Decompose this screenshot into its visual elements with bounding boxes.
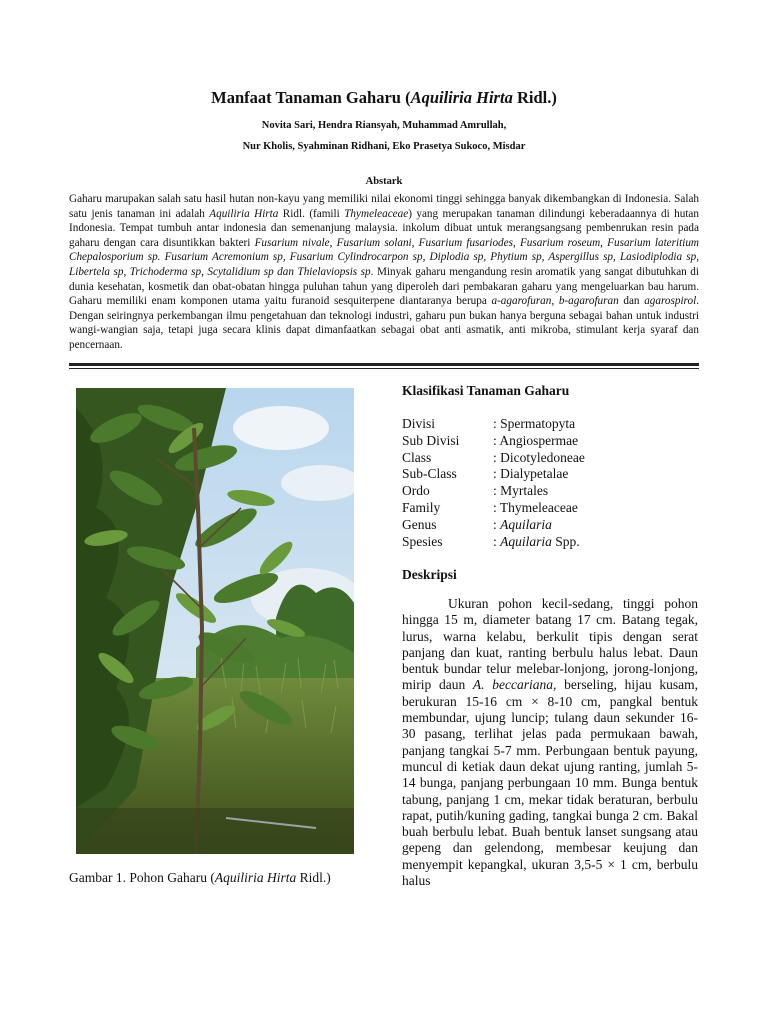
classification-row: Divisi : Spermatopyta	[402, 416, 576, 431]
description-heading: Deskripsi	[402, 567, 457, 582]
abstract-heading: Abstark	[365, 176, 403, 187]
classification-row: Spesies : Aquilaria Spp.	[402, 533, 580, 549]
gaharu-tree-photo	[76, 388, 354, 854]
title-species: Aquiliria Hirta	[410, 88, 513, 107]
classification-row: Genus : Aquilaria	[402, 516, 552, 532]
authors-line-2: Nur Kholis, Syahminan Ridhani, Eko Prasetya Sukoco, Misdar	[242, 141, 526, 152]
classification-row: Family : Thymeleaceae	[402, 499, 578, 515]
authors-line-1: Novita Sari, Hendra Riansyah, Muhammad Amrullah,	[261, 120, 507, 131]
classification-table	[402, 416, 585, 550]
classification-row: Class : Dicotyledoneae	[402, 449, 585, 465]
author-list	[0, 115, 768, 157]
abstract-text: Gaharu marupakan salah satu hasil hutan non-kayu yang memiliki nilai ekonomi tinggi sehingga banyak dikembangkan di Indonesia. Salah satu jenis tanaman ini adalah Aquiliria Hirta Ridl. (famili Thymeleaceae) yang merupakan tanaman dilindungi keberadaannya di hutan Indonesia. Tempat tumbuh antar indonesia dan semenanjung malaysia. inkolum dibuat untuk merangsangsang pembenrukan resin pada gaharu dengan cara disuntikkan bakteri Fusarium nivale, Fusarium solani, Fusarium fusariodes, Fusarium roseum, Fusarium lateritium Chepalosporium sp. Fusarium Acremonium sp, Fusarium Cylindrocarpon sp, Diplodia sp, Phytium sp, Aspergillus sp, Lasiodiplodia sp, Libertela sp, Trichoderma sp, Scytalidium sp dan Thielaviopsis sp. Minyak gaharu mengandung resin aromatik yang sangat dibutuhkan di dunia kesehatan, kosmetik dan obat-obatan hingga puluhan tahun yang diperoleh dari pembakaran gaharu yang mengeluarkan bau harum. Gaharu memiliki enam komponen utama yaitu furanoid sesquiterpene diantaranya berupa a-agarofuran, b-agarofuran dan agarospirol. Dengan seiringnya perkembangan ilmu pengetahuan dan teknologi industri, gaharu pun bukan hanya berguna sebagai bahan untuk industri wangi-wangian saja, tetapi juga secara klinis dapat dimanfaatkan sebagai obat anti asmatik, anti mikroba, stimulant kerja syaraf dan pencernaan.	[69, 193, 699, 351]
paper-title: Manfaat Tanaman Gaharu (Aquiliria Hirta Ridl.)	[211, 88, 557, 107]
description-text: Ukuran pohon kecil-sedang, tinggi pohon hingga 15 m, diameter batang 17 cm. Batang tegak, lurus, warna kelabu, berkulit tipis dengan serat panjang dan kuat, ranting berbulu halus lebat. Daun bentuk bundar telur melebar-lonjong, jorong-lonjong, mirip daun A. beccariana, berseling, hijau kusam, berukuran 15-16 cm × 8-10 cm, pangkal bentuk membundar, ujung luncip; tulang daun sekunder 16-30 pasang, terlihat jelas pada permukaan bawah, panjang tangkai 5-7 mm. Perbungaan bentuk payung, muncul di ketiak daun dekat ujung ranting, jumlah 5-14 bunga, panjang perbungaan 10 mm. Bunga bentuk tabung, panjang 1 cm, mekar tidak beraturan, berbulu rapat, putih/kuning gading, tangkai bunga 2 cm. Bakal buah berbulu lebat. Buah bentuk lanset sungsang atau gepeng dan gelendong, membesar keujung dan menyempit kepangkal, ukuran 3,5-5 × 1 cm, berbulu halus	[402, 596, 698, 889]
classification-row: Sub-Class : Dialypetalae	[402, 466, 569, 482]
classification-row: Ordo : Myrtales	[402, 483, 549, 499]
section-divider-thin	[69, 368, 699, 369]
section-divider-thick	[69, 363, 699, 366]
figure-caption: Gambar 1. Pohon Gaharu (Aquiliria Hirta Ridl.)	[69, 870, 331, 885]
classification-row: Sub Divisi : Angiospermae	[402, 432, 579, 448]
classification-heading: Klasifikasi Tanaman Gaharu	[402, 383, 570, 398]
